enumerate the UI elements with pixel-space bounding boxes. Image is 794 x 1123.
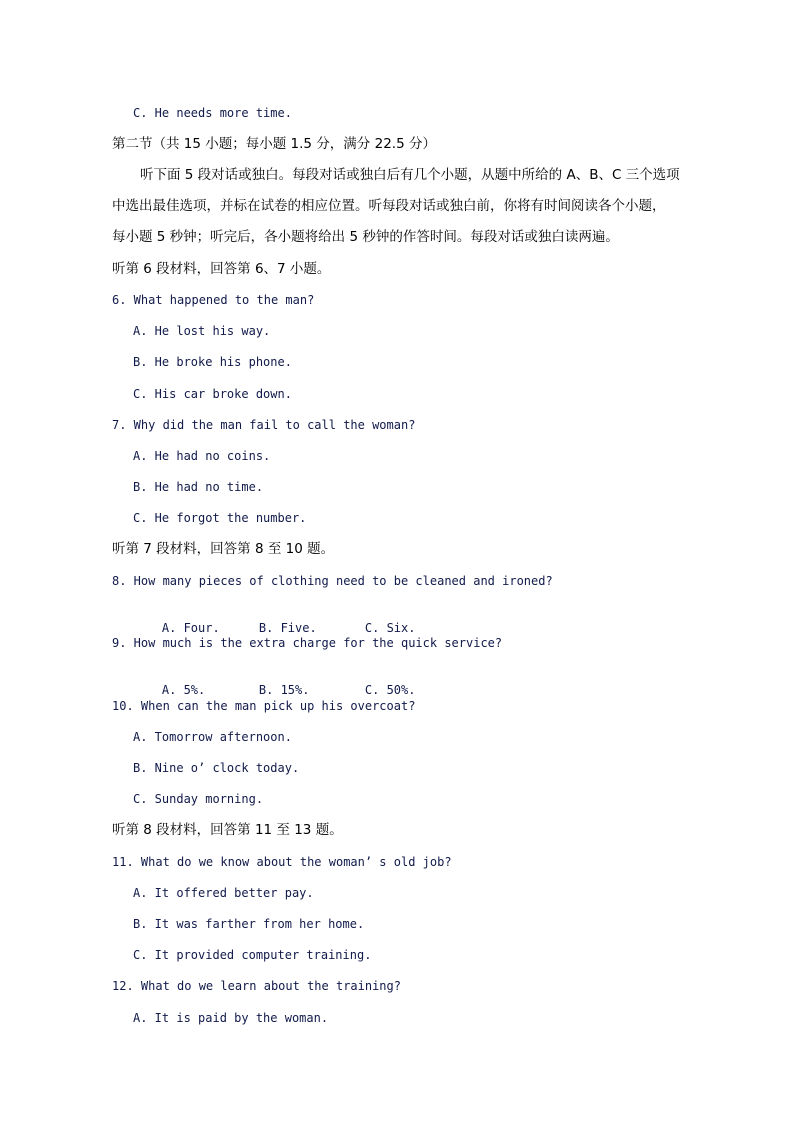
question-10: 10. When can the man pick up his overcoat? — [112, 699, 416, 713]
question-6-option-a: A. He lost his way. — [133, 324, 271, 338]
question-11-option-c: C. It provided computer training. — [133, 948, 372, 962]
question-7-option-b: B. He had no time. — [133, 480, 264, 494]
question-11-option-b: B. It was farther from her home. — [133, 917, 365, 931]
question-8: 8. How many pieces of clothing need to be cleaned and ironed? — [112, 574, 553, 588]
instruction-line-3: 每小题 5 秒钟；听完后，各小题将给出 5 秒钟的作答时间。每段对话或独白读两遍。 — [112, 229, 619, 245]
question-9: 9. How much is the extra charge for the quick service? — [112, 636, 503, 650]
question-9-option-b: B. 15%. — [258, 683, 310, 697]
question-8-option-a: A. Four. — [161, 621, 220, 635]
question-12: 12. What do we learn about the training? — [112, 979, 401, 993]
material-6-heading: 听第 6 段材料，回答第 6、7 小题。 — [112, 261, 331, 277]
option-c-previous: C. He needs more time. — [133, 106, 292, 120]
instruction-line-2: 中选出最佳选项，并标在试卷的相应位置。听每段对话或独白前，你将有时间阅读各个小题， — [112, 198, 666, 214]
question-10-option-a: A. Tomorrow afternoon. — [133, 730, 292, 744]
question-6-option-b: B. He broke his phone. — [133, 355, 292, 369]
question-6-option-c: C. His car broke down. — [133, 387, 292, 401]
instruction-line-1: 听下面 5 段对话或独白。每段对话或独白后有几个小题，从题中所给的 A、B、C 三个选项 — [140, 167, 680, 183]
question-11-option-a: A. It offered better pay. — [133, 886, 314, 900]
question-6: 6. What happened to the man? — [112, 293, 315, 307]
question-8-option-b: B. Five. — [258, 621, 317, 635]
question-12-option-a: A. It is paid by the woman. — [133, 1011, 329, 1025]
question-8-option-c: C. Six. — [364, 621, 416, 635]
question-7-option-c: C. He forgot the number. — [133, 511, 307, 525]
question-7-option-a: A. He had no coins. — [133, 449, 271, 463]
question-9-option-a: A. 5%. — [161, 683, 206, 697]
material-7-heading: 听第 7 段材料，回答第 8 至 10 题。 — [112, 541, 335, 557]
section-heading: 第二节（共 15 小题；每小题 1.5 分，满分 22.5 分） — [112, 136, 436, 152]
question-11: 11. What do we know about the woman’ s old job? — [112, 855, 452, 869]
question-9-option-c: C. 50%. — [364, 683, 416, 697]
material-8-heading: 听第 8 段材料，回答第 11 至 13 题。 — [112, 822, 343, 838]
question-10-option-c: C. Sunday morning. — [133, 792, 264, 806]
question-10-option-b: B. Nine o’ clock today. — [133, 761, 300, 775]
question-7: 7. Why did the man fail to call the woman? — [112, 418, 416, 432]
